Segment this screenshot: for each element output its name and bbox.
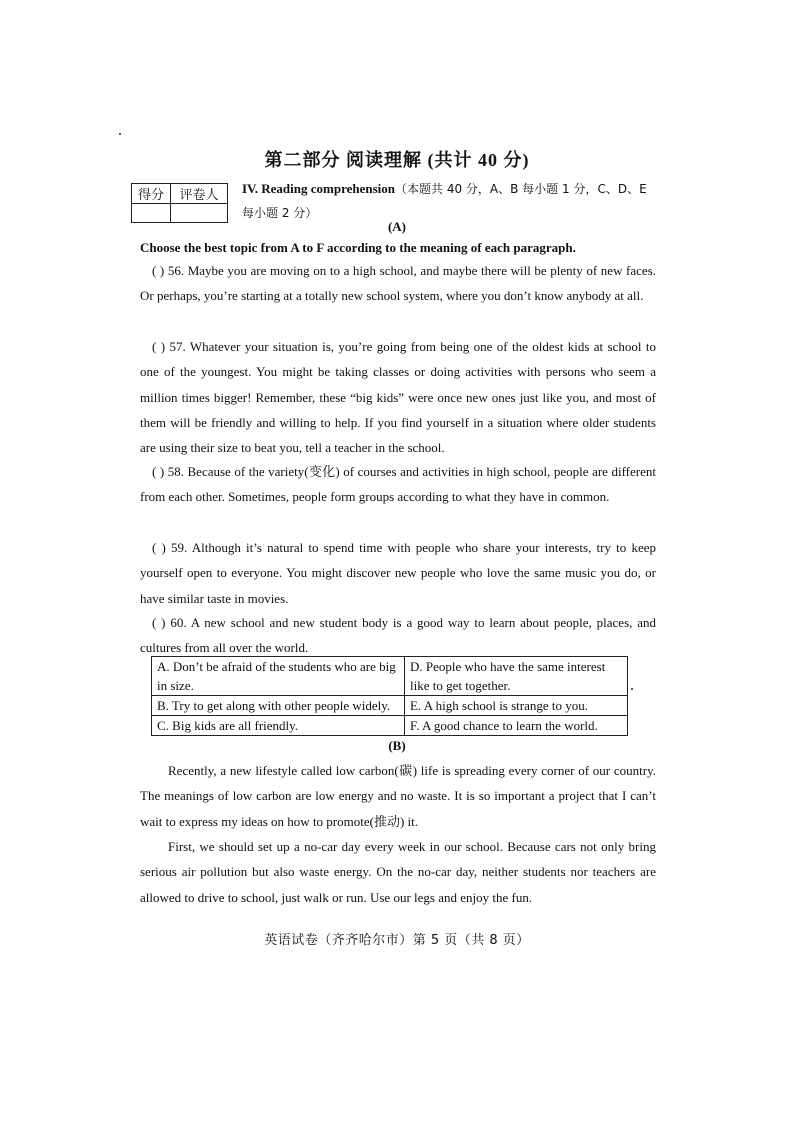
options-table [151, 656, 628, 736]
passage-b-paragraph-2: First, we should set up a no-car day every week in our school. Because cars not only bring serious air pollution but also waste energy. On the no-car day, neither students nor teachers are allowed to drive to school, just walk or run. Use our legs and enjoy the fun. [140, 839, 656, 905]
question-text-60: 60. A new school and new student body is a good way to learn about people, places, and cultures from all over the world. [140, 615, 657, 656]
question-58 [140, 459, 656, 510]
options-row [152, 657, 628, 696]
question-text-57: 57. Whatever your situation is, you’re going from being one of the oldest kids at school to one of the youngest. You might be taking classes or doing activities with persons who seem a million times bigger! Remember, these “big kids” were once new ones just like you, and most of them will be friendly and willing to help. If you find yourself in a situation where older students are using their size to beat you, tell a teacher in the school. [140, 339, 656, 456]
answer-bracket-59[interactable]: ( ) [152, 540, 166, 555]
question-59 [140, 535, 656, 611]
section-heading-note: （本题共 40 分，A、B 每小题 1 分，C、D、E 每小题 2 分） [242, 182, 647, 220]
section-heading-title: IV. Reading comprehension [242, 181, 396, 196]
part-b-label: (B) [388, 738, 406, 753]
options-row [152, 696, 628, 716]
question-text-58: 58. Because of the variety(变化) of courses and activities in high school, people are different from each other. Sometimes, people form groups according to what they have in common. [140, 464, 656, 505]
answer-bracket-56[interactable]: ( ) [152, 263, 165, 278]
score-label: 得分 [132, 184, 171, 204]
page-footer: 英语试卷（齐齐哈尔市）第 5 页（共 8 页） [264, 933, 530, 948]
section-heading [242, 177, 662, 225]
question-text-56: 56. Maybe you are moving on to a high school, and maybe there will be plenty of new faces. Or perhaps, you’re starting at a totally new school system, where you don’t know anybody at all. [140, 263, 656, 304]
question-60 [140, 610, 656, 661]
part-a-label: (A) [387, 219, 407, 234]
question-57 [140, 334, 656, 460]
option-e: E. A high school is strange to you. [405, 696, 628, 716]
question-56 [140, 258, 656, 309]
option-d: D. People who have the same interest like to get together. [405, 657, 628, 696]
passage-b-paragraph-1: Recently, a new lifestyle called low carbon(碳) life is spreading every corner of our country. The meanings of low carbon are low energy and no waste. It is so important a project that I can’t wait to express my ideas on how to promote(推动) it. [140, 763, 656, 829]
grader-label: 评卷人 [171, 184, 228, 204]
option-f: F. A good chance to learn the world. [405, 716, 628, 736]
score-box [131, 183, 228, 223]
scan-speck [119, 133, 121, 135]
option-b: B. Try to get along with other people widely. [152, 696, 405, 716]
page-title: 第二部分 阅读理解 (共计 40 分) [264, 150, 530, 170]
answer-bracket-58[interactable]: ( ) [152, 464, 165, 479]
options-row [152, 716, 628, 736]
option-c: C. Big kids are all friendly. [152, 716, 405, 736]
answer-bracket-57[interactable]: ( ) [152, 339, 166, 354]
answer-bracket-60[interactable]: ( ) [152, 615, 166, 630]
scan-speck [631, 688, 633, 690]
part-a-instruction: Choose the best topic from A to F according to the meaning of each paragraph. [140, 240, 576, 255]
question-text-59: 59. Although it’s natural to spend time with people who share your interests, try to keep yourself open to everyone. You might discover new people who love the same music you do, or have similar taste in movies. [140, 540, 656, 606]
option-a: A. Don’t be afraid of the students who are big in size. [152, 657, 405, 696]
